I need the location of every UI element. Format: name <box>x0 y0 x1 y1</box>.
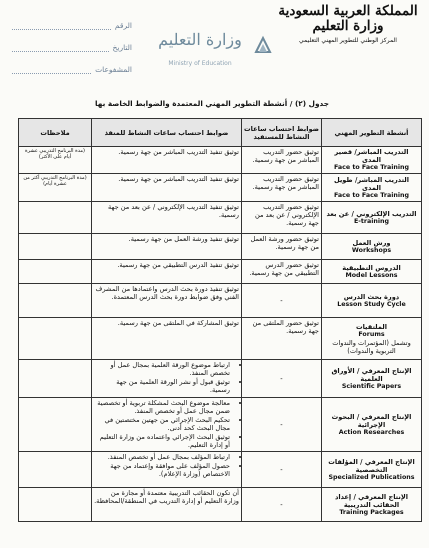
note-cell <box>19 260 92 284</box>
table-row <box>19 234 422 260</box>
note-cell <box>19 234 92 260</box>
note-cell <box>19 398 92 452</box>
kingdom-name: المملكة العربية السعودية <box>278 3 418 19</box>
list-item: • ارتباط المؤلف بمجال عمل أو تخصص المنفذ. <box>94 453 230 461</box>
table-row <box>19 360 422 398</box>
beneficiary-cell: توثيق حضور التدريب المباشر من جهة رسمية. <box>242 147 322 174</box>
number-field: الرقم <box>12 8 132 30</box>
provider-cell: توثيق تنفيذ التدريب المباشر من جهة رسمية. <box>92 174 242 202</box>
table-row <box>19 174 422 202</box>
provider-cell: توثيق تنفيذ دورة بحث الدرس واعتمادها من المشرف الفني وفق ضوابط دورة بحث الدرس المعتمدة. <box>92 284 242 318</box>
activity-cell: الدروس التطبيقية Model Lessons <box>322 260 422 284</box>
note-cell: (مدة البرنامج التدريبي أكثر من عشرة أيام) <box>19 174 92 202</box>
note-cell <box>19 488 92 522</box>
logo-arabic-text: وزارة التعليم <box>158 30 242 49</box>
note-cell <box>19 318 92 360</box>
beneficiary-cell: توثيق حضور التدريب المباشر من جهة رسمية. <box>242 174 322 202</box>
provider-cell: توثيق تنفيذ التدريب الإلكتروني / عن بعد من جهة رسمية. <box>92 202 242 234</box>
beneficiary-cell: - <box>242 360 322 398</box>
list-item: • معالجة موضوع البحث لمشكلة تربوية أو تخصصية ضمن مجال عمل أو تخصص المنفذ. <box>94 399 230 415</box>
table-row <box>19 318 422 360</box>
logo-mark-icon <box>252 34 274 56</box>
logo-english-text: Ministry of Education <box>168 60 232 67</box>
provider-cell: توثيق تنفيذ الدرس التطبيقي من جهة رسمية. <box>92 260 242 284</box>
table-header-row <box>19 119 422 147</box>
table-row <box>19 488 422 522</box>
beneficiary-cell: توثيق حضور ورشة العمل من جهة رسمية. <box>242 234 322 260</box>
letterhead-ministry <box>273 4 423 44</box>
activity-cell: التدريب المباشر/ طويل المدى Face to Face Training <box>322 174 422 202</box>
activity-cell: التدريب المباشر/ قصير المدى Face to Face Training <box>322 147 422 174</box>
table-row <box>19 398 422 452</box>
note-cell <box>19 452 92 488</box>
activity-cell: الإنتاج المعرفي / المؤلفات التخصصية Specialized Publications <box>322 452 422 488</box>
provider-cell: أن تكون الحقائب التدريبية معتمدة أو مجازة من وزارة التعليم أو إدارة التدريب في المنطقة/المحافظة. <box>92 488 242 522</box>
letterhead-fields <box>12 8 132 74</box>
beneficiary-cell: - <box>242 488 322 522</box>
activity-cell: الإنتاج المعرفي / البحوث الإجرائية Action Researches <box>322 398 422 452</box>
provider-cell: توثيق المشاركة في الملتقى من جهة رسمية. <box>92 318 242 360</box>
table-row <box>19 452 422 488</box>
center-name: المركز الوطني للتطوير المهني التعليمي <box>299 37 397 44</box>
document-title: جدول (٢) / أنشطة التطوير المهني المعتمدة والضوابط الخاصة بها <box>95 99 329 108</box>
activity-cell: الإنتاج المعرفي / إعداد الحقائب التدريبية Training Packages <box>322 488 422 522</box>
activity-cell: دورة بحث الدرس Lesson Study Cycle <box>322 284 422 318</box>
date-field: التاريخ <box>12 30 132 52</box>
ministry-logo <box>150 24 270 72</box>
list-item: • حصول المؤلف على موافقة وإعتماد من جهة الاختصاص (وزارة الإعلام). <box>94 462 230 478</box>
activity-cell: الملتقيات Forums وتشمل (المؤتمرات والندوات التربوية والندوات) <box>322 318 422 360</box>
note-cell <box>19 202 92 234</box>
beneficiary-cell: - <box>242 452 322 488</box>
provider-cell <box>92 398 242 452</box>
list-item: • تحكيم البحث الإجرائي من جهتين مختصتين في مجال البحث كحد أدنى. <box>94 416 230 432</box>
list-item: • توثيق قبول أو نشر الورقة العلمية من جهة رسمية. <box>94 378 230 394</box>
table-row <box>19 147 422 174</box>
activity-cell: ورش العمل Workshops <box>322 234 422 260</box>
beneficiary-cell: توثيق حضور الدرس التطبيقي من جهة رسمية. <box>242 260 322 284</box>
list-item: • توثيق البحث الإجرائي واعتماده من وزارة التعليم أو إدارة التعليم. <box>94 433 230 449</box>
header-provider: ضوابط احتساب ساعات النشاط للمنفذ <box>92 119 242 147</box>
activities-table <box>18 118 422 522</box>
provider-cell <box>92 360 242 398</box>
attachments-field: المشفوعات <box>12 52 132 74</box>
list-item: • ارتباط موضوع الورقة العلمية بمجال عمل أو تخصص المنفذ. <box>94 361 230 377</box>
header-notes: ملاحظات <box>19 119 92 147</box>
ministry-name: وزارة التعليم <box>312 18 384 34</box>
note-cell <box>19 284 92 318</box>
table-row <box>19 260 422 284</box>
beneficiary-cell: توثيق حضور التدريب الإلكتروني / عن بعد من جهة رسمية. <box>242 202 322 234</box>
header-activity: أنشطة التطوير المهني <box>322 119 422 147</box>
beneficiary-cell: - <box>242 284 322 318</box>
beneficiary-cell: توثيق حضور الملتقى من جهة رسمية. <box>242 318 322 360</box>
table-row <box>19 284 422 318</box>
table-row <box>19 202 422 234</box>
provider-cell <box>92 452 242 488</box>
activity-cell: الإنتاج المعرفي / الأوراق العلمية Scientific Papers <box>322 360 422 398</box>
header-beneficiary: ضوابط احتساب ساعات النشاط للمستفيد <box>242 119 322 147</box>
beneficiary-cell: - <box>242 398 322 452</box>
provider-cell: توثيق تنفيذ ورشة العمل من جهة رسمية. <box>92 234 242 260</box>
activity-cell: التدريب الإلكتروني / عن بعد E-training <box>322 202 422 234</box>
note-cell <box>19 360 92 398</box>
provider-cell: توثيق تنفيذ التدريب المباشر من جهة رسمية. <box>92 147 242 174</box>
note-cell: (مدة البرنامج التدريبي عشرة أيام على الأكثر) <box>19 147 92 174</box>
